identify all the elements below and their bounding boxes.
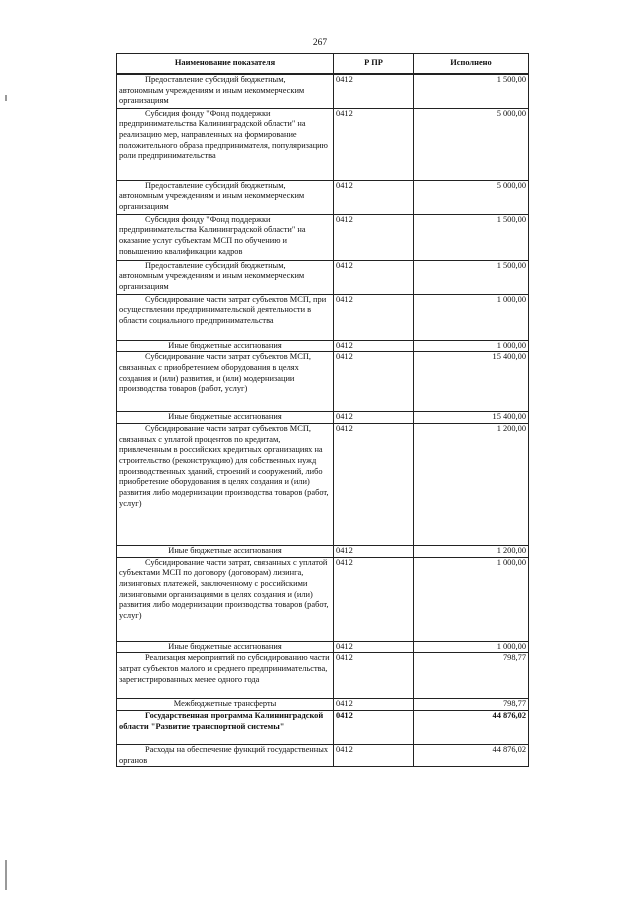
header-section-code: Р ПР [334, 54, 414, 75]
row-indicator-name: Субсидирование части затрат субъектов МСП, связанных с приобретением оборудования в целях создания и (или) развития, и (или) модернизации производства товаров (работ, услуг) [117, 352, 334, 412]
row-section-code: 0412 [334, 108, 414, 180]
row-section-code: 0412 [334, 545, 414, 557]
row-indicator-name: Субсидирование части затрат субъектов МСП, при осуществлении предпринимательской деятельности в области социального предпринимательства [117, 294, 334, 340]
row-executed-value: 1 200,00 [414, 545, 529, 557]
table-row [117, 641, 529, 653]
table-row [117, 423, 529, 545]
table-row [117, 180, 529, 214]
row-indicator-name: Иные бюджетные ассигнования [117, 545, 334, 557]
row-executed-value: 798,77 [414, 653, 529, 699]
row-indicator-name: Субсидия фонду "Фонд поддержки предпринимательства Калининградской области" на оказание услуг субъектам МСП по обучению и повышению квалификации кадров [117, 214, 334, 260]
table-row [117, 745, 529, 767]
header-indicator-name: Наименование показателя [117, 54, 334, 75]
row-section-code: 0412 [334, 340, 414, 352]
table-header-row [117, 54, 529, 75]
row-section-code: 0412 [334, 180, 414, 214]
row-executed-value: 1 500,00 [414, 214, 529, 260]
table-row [117, 711, 529, 745]
row-executed-value: 1 200,00 [414, 423, 529, 545]
table-row [117, 108, 529, 180]
row-executed-value: 15 400,00 [414, 412, 529, 424]
table-row [117, 214, 529, 260]
budget-table [116, 53, 529, 767]
table-row [117, 545, 529, 557]
row-executed-value: 44 876,02 [414, 711, 529, 745]
page-number: 267 [312, 38, 328, 48]
row-indicator-name: Межбюджетные трансферты [117, 699, 334, 711]
row-section-code: 0412 [334, 653, 414, 699]
table-row [117, 260, 529, 294]
row-section-code: 0412 [334, 641, 414, 653]
row-indicator-name: Государственная программа Калининградской области "Развитие транспортной системы" [117, 711, 334, 745]
table-row [117, 74, 529, 108]
table-row [117, 352, 529, 412]
row-executed-value: 1 500,00 [414, 74, 529, 108]
row-indicator-name: Предоставление субсидий бюджетным, автономным учреждениям и иным некоммерческим организациям [117, 74, 334, 108]
table-row [117, 412, 529, 424]
row-section-code: 0412 [334, 74, 414, 108]
row-indicator-name: Реализация мероприятий по субсидированию части затрат субъектов малого и среднего предпринимательства, зарегистрированных менее одного года [117, 653, 334, 699]
row-section-code: 0412 [334, 711, 414, 745]
margin-mark [5, 95, 7, 101]
row-indicator-name: Субсидирование части затрат субъектов МСП, связанных с уплатой процентов по кредитам, привлеченным в российских кредитных организациях на строительство (реконструкцию) для собственных нужд производственных зданий, строений и сооружений, либо приобретение оборудования в целях создания и (или) развития либо модернизации производства товаров (работ, услуг) [117, 423, 334, 545]
row-section-code: 0412 [334, 214, 414, 260]
row-indicator-name: Расходы на обеспечение функций государственных органов [117, 745, 334, 767]
table-row [117, 294, 529, 340]
row-section-code: 0412 [334, 557, 414, 641]
margin-mark [5, 860, 7, 890]
row-executed-value: 798,77 [414, 699, 529, 711]
row-section-code: 0412 [334, 745, 414, 767]
row-indicator-name: Субсидирование части затрат, связанных с уплатой субъектами МСП по договору (договорам) лизинга, лизинговых платежей, заключенному с российскими лизинговыми организациями в целях создания и (или) развития либо модернизации производства товаров (работ, услуг) [117, 557, 334, 641]
row-executed-value: 1 000,00 [414, 557, 529, 641]
row-executed-value: 1 000,00 [414, 294, 529, 340]
row-section-code: 0412 [334, 294, 414, 340]
header-executed: Исполнено [414, 54, 529, 75]
table-row [117, 557, 529, 641]
table-row [117, 653, 529, 699]
row-executed-value: 1 000,00 [414, 340, 529, 352]
row-executed-value: 15 400,00 [414, 352, 529, 412]
row-executed-value: 1 500,00 [414, 260, 529, 294]
row-executed-value: 5 000,00 [414, 108, 529, 180]
row-executed-value: 5 000,00 [414, 180, 529, 214]
row-indicator-name: Иные бюджетные ассигнования [117, 412, 334, 424]
row-executed-value: 44 876,02 [414, 745, 529, 767]
row-indicator-name: Иные бюджетные ассигнования [117, 641, 334, 653]
row-section-code: 0412 [334, 699, 414, 711]
row-indicator-name: Предоставление субсидий бюджетным, автономным учреждениям и иным некоммерческим организациям [117, 260, 334, 294]
row-indicator-name: Субсидия фонду "Фонд поддержки предпринимательства Калининградской области" на реализацию мер, направленных на формирование положительного образа предпринимателя, популяризацию роли предпринимательства [117, 108, 334, 180]
row-section-code: 0412 [334, 260, 414, 294]
row-indicator-name: Иные бюджетные ассигнования [117, 340, 334, 352]
row-executed-value: 1 000,00 [414, 641, 529, 653]
row-indicator-name: Предоставление субсидий бюджетным, автономным учреждениям и иным некоммерческим организациям [117, 180, 334, 214]
row-section-code: 0412 [334, 352, 414, 412]
table-row [117, 699, 529, 711]
row-section-code: 0412 [334, 423, 414, 545]
row-section-code: 0412 [334, 412, 414, 424]
table-row [117, 340, 529, 352]
